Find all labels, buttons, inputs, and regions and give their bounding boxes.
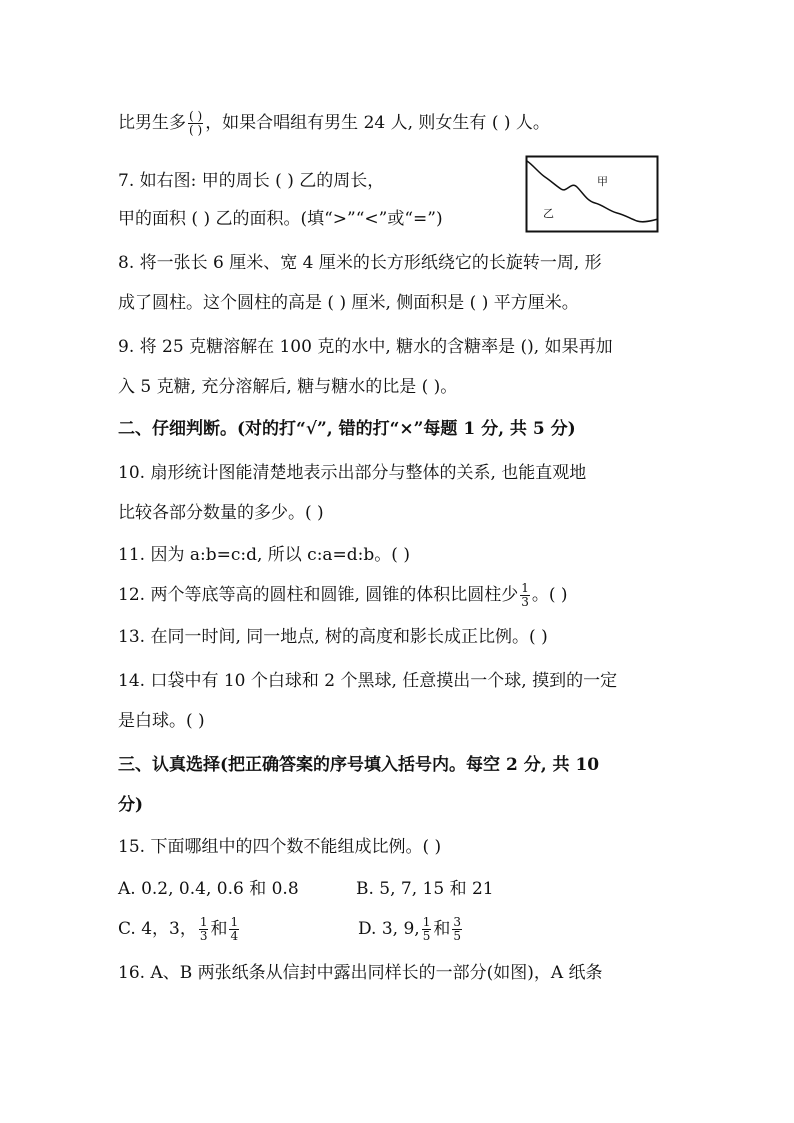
section-2-heading: 二、仔细判断。(对的打“√”, 错的打“×”每题 1 分, 共 5 分) [118, 419, 576, 439]
q6-fraction-blank: $\frac{( )}{( )}$ [189, 109, 203, 137]
q14-line1: 14. 口袋中有 10 个白球和 2 个黑球, 任意摸出一个球, 摸到的一定 [118, 671, 618, 691]
q7-rectangle-diagram [525, 155, 659, 233]
q13: 13. 在同一时间, 同一地点, 树的高度和影长成正比例。( ) [118, 627, 548, 647]
q6-text-end: ，如果合唱组有男生 24 人, 则女生有 ( ) 人。 [205, 113, 550, 133]
figure-border [527, 157, 658, 232]
q7-line1: 7. 如右图: 甲的周长 ( ) 乙的周长， [118, 171, 385, 191]
label-jia: 甲 [597, 175, 608, 188]
q10-line1: 10. 扇形统计图能清楚地表示出部分与整体的关系, 也能直观地 [118, 463, 587, 483]
q15-option-c: C. 4，3， $\frac{1}{3}$ 和 $\frac{1}{4}$ [118, 915, 239, 943]
q15-option-b: B. 5, 7, 15 和 21 [356, 879, 494, 899]
q15: 15. 下面哪组中的四个数不能组成比例。( ) [118, 837, 442, 857]
q9-line2: 入 5 克糖, 充分溶解后, 糖与糖水的比是 ( )。 [118, 377, 458, 397]
q7-line2: 甲的面积 ( ) 乙的面积。(填“>”“<”或“=”) [118, 209, 443, 229]
option-c-fraction-1: $\frac{1}{3}$ [199, 915, 208, 943]
q12-fraction: $\frac{1}{3}$ [521, 581, 529, 609]
section-3-heading-line2: 分) [118, 795, 144, 815]
q9-line1: 9. 将 25 克糖溶解在 100 克的水中, 糖水的含糖率是 (), 如果再加 [118, 337, 613, 357]
q10-line2: 比较各部分数量的多少。( ) [118, 503, 324, 523]
q12-text-end: 。( ) [531, 585, 568, 605]
q15-option-d: D. 3, 9, $\frac{1}{5}$ 和 $\frac{3}{5}$ [358, 915, 461, 943]
q8-line1: 8. 将一张长 6 厘米、宽 4 厘米的长方形纸绕它的长旋转一周, 形 [118, 253, 602, 273]
option-d-fraction-2: $\frac{3}{5}$ [453, 915, 461, 943]
q6-continuation [118, 110, 550, 137]
q8-line2: 成了圆柱。这个圆柱的高是 ( ) 厘米, 侧面积是 ( ) 平方厘米。 [118, 293, 579, 313]
q12 [118, 582, 568, 609]
q14-line2: 是白球。( ) [118, 711, 205, 731]
q6-text-start: 比男生多 [118, 113, 186, 133]
q16: 16. A、B 两张纸条从信封中露出同样长的一部分(如图)，A 纸条 [118, 963, 603, 983]
label-yi: 乙 [543, 207, 554, 220]
section-3-heading-line1: 三、认真选择(把正确答案的序号填入括号内。每空 2 分, 共 10 [118, 755, 600, 775]
q7-figure [525, 155, 659, 233]
q12-text-start: 12. 两个等底等高的圆柱和圆锥, 圆锥的体积比圆柱少 [118, 585, 519, 605]
q15-option-a: A. 0.2, 0.4, 0.6 和 0.8 [118, 879, 299, 899]
option-c-fraction-2: $\frac{1}{4}$ [230, 915, 239, 943]
q11: 11. 因为 a:b=c:d, 所以 c:a=d:b。( ) [118, 545, 410, 565]
option-d-fraction-1: $\frac{1}{5}$ [422, 915, 431, 943]
